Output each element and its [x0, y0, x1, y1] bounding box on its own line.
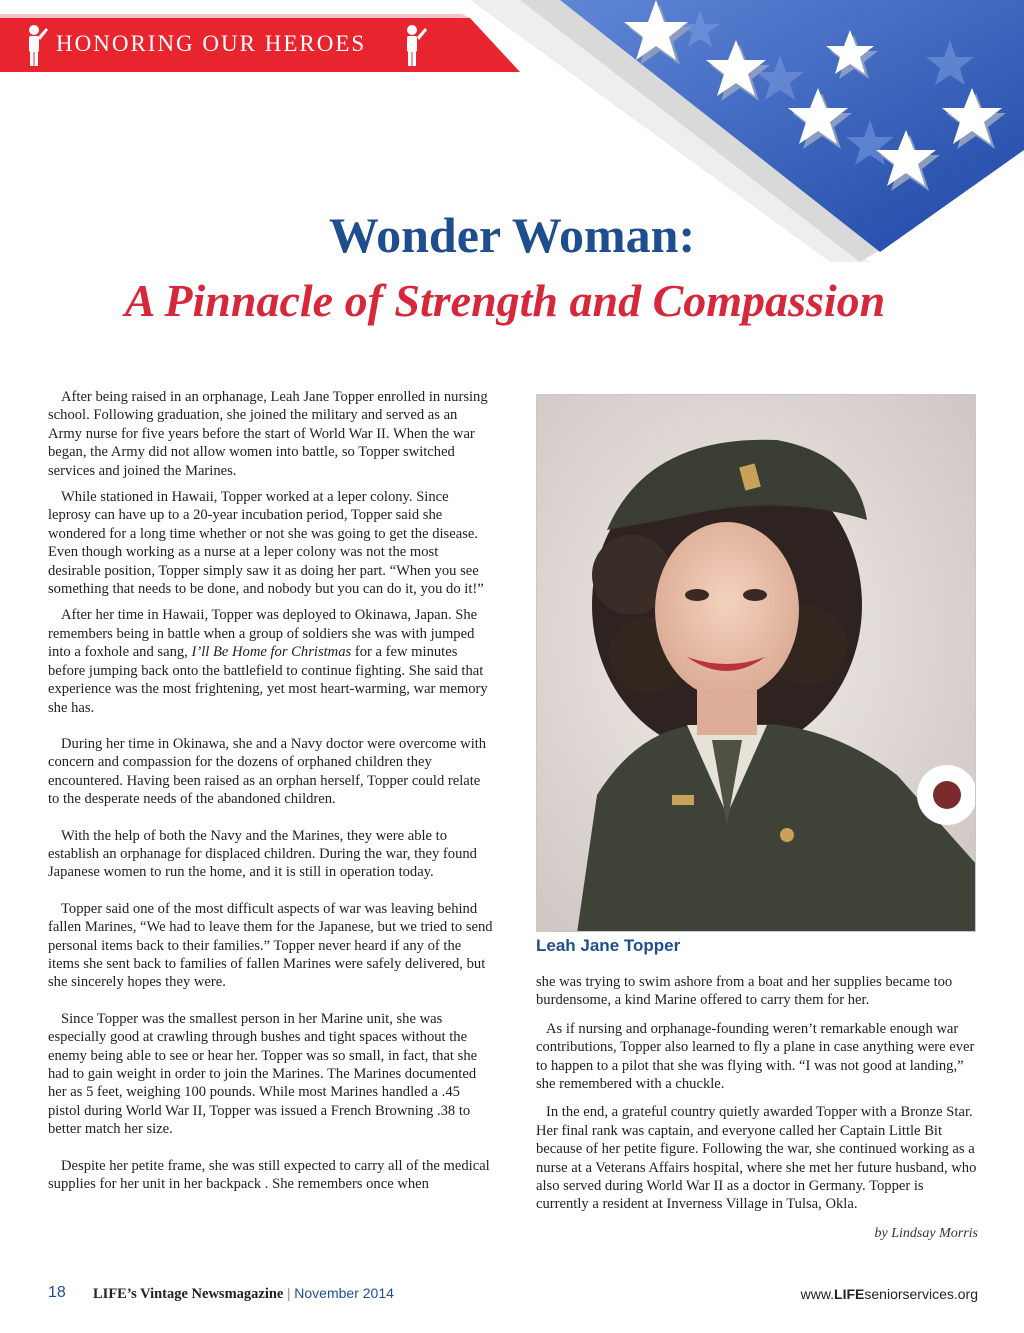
article-subtitle: A Pinnacle of Strength and Compassion: [124, 275, 886, 326]
paragraph: While stationed in Hawaii, Topper worked at a leper colony. Since leprosy can have up to a 20-year incubation period, Topper said she wondered for a long time whether or not she was going to get the disease. Even though working as a nurse at a leper colony was not the most desirable position, Topper simply saw it as doing her part. “When you see something that needs to be done, and nobody but you can do it, you do it!”: [48, 489, 484, 598]
paragraph: she was trying to swim ashore from a boat and her supplies became too burdensome, a kind Marine offered to carry them for her.: [536, 974, 953, 1009]
page-number: 18: [48, 1284, 66, 1301]
url-suffix: seniorservices.org: [864, 1286, 978, 1302]
right-column: [536, 973, 978, 1214]
byline: by Lindsay Morris: [874, 1226, 978, 1241]
paragraph: Despite her petite frame, she was still expected to carry all of the medical supplies for her unit in her backpack . She remembers once when: [48, 1157, 490, 1193]
paragraph: In the end, a grateful country quietly awarded Topper with a Bronze Star. Her final rank was captain, and everyone called her Captain Little Bit because of her petite figure. Following the war, she continued working as a nurse at a Veterans Affairs hospital, where she met her future husband, who also served during World War II as a doctor in Germany. Topper is currently a resident at Inverness Village in Tulsa, Okla.: [536, 1104, 977, 1213]
paragraph: During her time in Okinawa, she and a Navy doctor were overcome with concern and compassion for the dozens of orphaned children they encountered. Having been raised as an orphan herself, Topper could relate to the desperate needs of the abandoned children.: [48, 735, 487, 808]
footer-separator: |: [287, 1286, 291, 1302]
paragraph: With the help of both the Navy and the Marines, they were able to establish an orphanage for displaced children. During the war, they found Japanese women to run the home, and it is still in operation today.: [48, 827, 477, 881]
paragraph: Topper said one of the most difficult aspects of war was leaving behind fallen Marines, “We had to leave them for the Japanese, but we tried to send personal items back to their families.” Topper never heard if any of the items she sent back to families of fallen Marines were safely delivered, but she sincerely hopes they were.: [48, 900, 493, 991]
paragraph-text: for a few minutes before jumping back onto the battlefield to continue fighting. She said that experience was the most frightening, yet most heart-warming, war memory she has.: [48, 644, 488, 716]
left-column: [48, 388, 493, 1193]
paragraph: [48, 606, 493, 716]
magazine-name: [93, 1285, 394, 1303]
article-title: Wonder Woman:: [328, 207, 696, 263]
issue-date: November 2014: [294, 1285, 394, 1301]
portrait-photo: [536, 394, 976, 932]
url-brand: LIFE: [834, 1286, 865, 1302]
paragraph: After being raised in an orphanage, Leah Jane Topper enrolled in nursing school. Following graduation, she joined the military and served as an Army nurse for five years before the start of World War II. When the war began, the Army did not allow women into battle, so Topper switched services and joined the Marines.: [48, 389, 488, 479]
paragraph-text: After her time in Hawaii, Topper was deployed to Okinawa, Japan. She remembers being in battle when a group of soldiers she was with jumped into a foxhole and sang,: [48, 607, 478, 661]
photo-caption: Leah Jane Topper: [536, 936, 681, 955]
website-url: [801, 1286, 978, 1302]
paragraph: As if nursing and orphanage-founding weren’t remarkable enough war contributions, Topper also learned to fly a plane in case anything were ever to happen to a pilot that she was flying with. “I was not good at landing,” she remembered with a chuckle.: [536, 1020, 975, 1093]
magazine-title: LIFE’s Vintage Newsmagazine: [93, 1286, 284, 1302]
section-banner-label: HONORING OUR HEROES: [56, 31, 367, 56]
song-title: I’ll Be Home for Christmas: [191, 644, 352, 661]
url-prefix: www.: [800, 1286, 835, 1302]
paragraph: Since Topper was the smallest person in her Marine unit, she was especially good at crawling through bushes and tight spaces without the enemy being able to see or hear her. Topper was so small, in fact, that she had to gain weight in order to join the Marines. The Marines documented her as 5 feet, weighing 100 pounds. While most Marines handled a .45 pistol during World War II, Topper was issued a French Browning .38 to better match her size.: [48, 1010, 478, 1138]
